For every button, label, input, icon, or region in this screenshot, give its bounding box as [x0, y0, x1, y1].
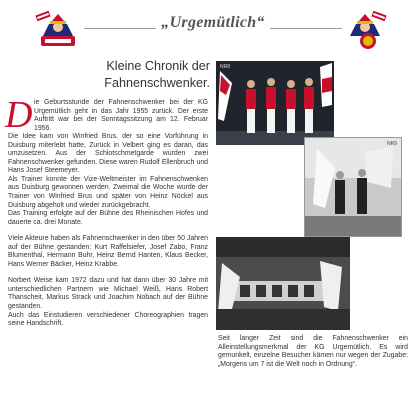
heading-line-1: Kleine Chronik der [106, 59, 210, 73]
paragraph-2: Die Idee kam von Winfried Brus, der so eine Vorführung in Duisburg miterlebt hatte, Zurück in Velbert ging es daran, das umzusetzen. Aus der Schlotschmetgarde wurden zwei Fahnenschwenker gefunden. Diese waren Rudolf Ellenbruch und Hans Josef Steemeyer. [8, 133, 208, 175]
chronicle-text [8, 99, 208, 329]
paragraph-5: Viele Akteure haben als Fahnenschwenker in den über 50 Jahren auf der Bühne gestanden: Kurt Raffelsiefer, Josef Zabo, Franz Blumenthal, Hermann Buhr, Heinz Bernd Hanten, Klaus Becker, Hans Werner Bäcker, Heinz Krabbe. [8, 235, 208, 268]
photo-flag-wavers-stage [216, 61, 334, 145]
paragraph-4: Das Training erfolgte auf der Bühne des Rheinischen Hofes und dauerte ca. drei Monate. [8, 210, 208, 226]
photo-flag-wavers-bw [304, 137, 402, 237]
title-rule-right [270, 28, 342, 29]
paragraph-6: Norbert Weise kam 1972 dazu und hat dann über 30 Jahre mit unterschiedlichen Partnern wie Michael Weiß, Hans Robert Thanscheit, Markus Strack und Joachim Nobach auf der Bühne gestanden. [8, 277, 208, 311]
photo-b-label: NR9 [386, 141, 397, 147]
mascot-logo-left [33, 10, 79, 50]
photo-stage-performance [216, 237, 350, 330]
page-title: „Urgemütlich“ [161, 14, 265, 31]
paragraph-1: ie Geburtsstunde der Fahnenschwenker bei der KG Urgemütlich geht in das Jahr 1955 zurück. Der erste Auftritt war bei der Sonntagssitzung am 12. Februar 1956. [34, 99, 208, 132]
mascot-logo-right [344, 10, 390, 50]
photo-caption: Seit langer Zeit sind die Fahnenschwenker ein Alleinstellungsmerkmal der KG Urgemütlich. Es wird gemunkelt, einzelne Besucher kämen nur wegen der Zugabe: „Morgens um 7 ist die Welt noch in Ordnung“. [218, 335, 408, 368]
photo-a-label: NR8 [220, 64, 231, 70]
title-rule-left [84, 28, 156, 29]
section-heading [70, 58, 210, 92]
heading-line-2: Fahnenschwenker. [104, 76, 210, 90]
paragraph-7: Auch das Einstudieren verschiedener Choreographien tragen seine Handschrift. [8, 311, 208, 328]
drop-cap: D [5, 94, 33, 136]
paragraph-3: Als Trainer konnte der Vize-Weltmeister im Fahnenschwenken aus Duisburg gewonnen werden. Zweimal die Woche wurde der Trainer von Winfried Brus und später von Heinz Nöckel aus Duisburg abgeholt und wieder zurückgebracht. [8, 175, 208, 209]
